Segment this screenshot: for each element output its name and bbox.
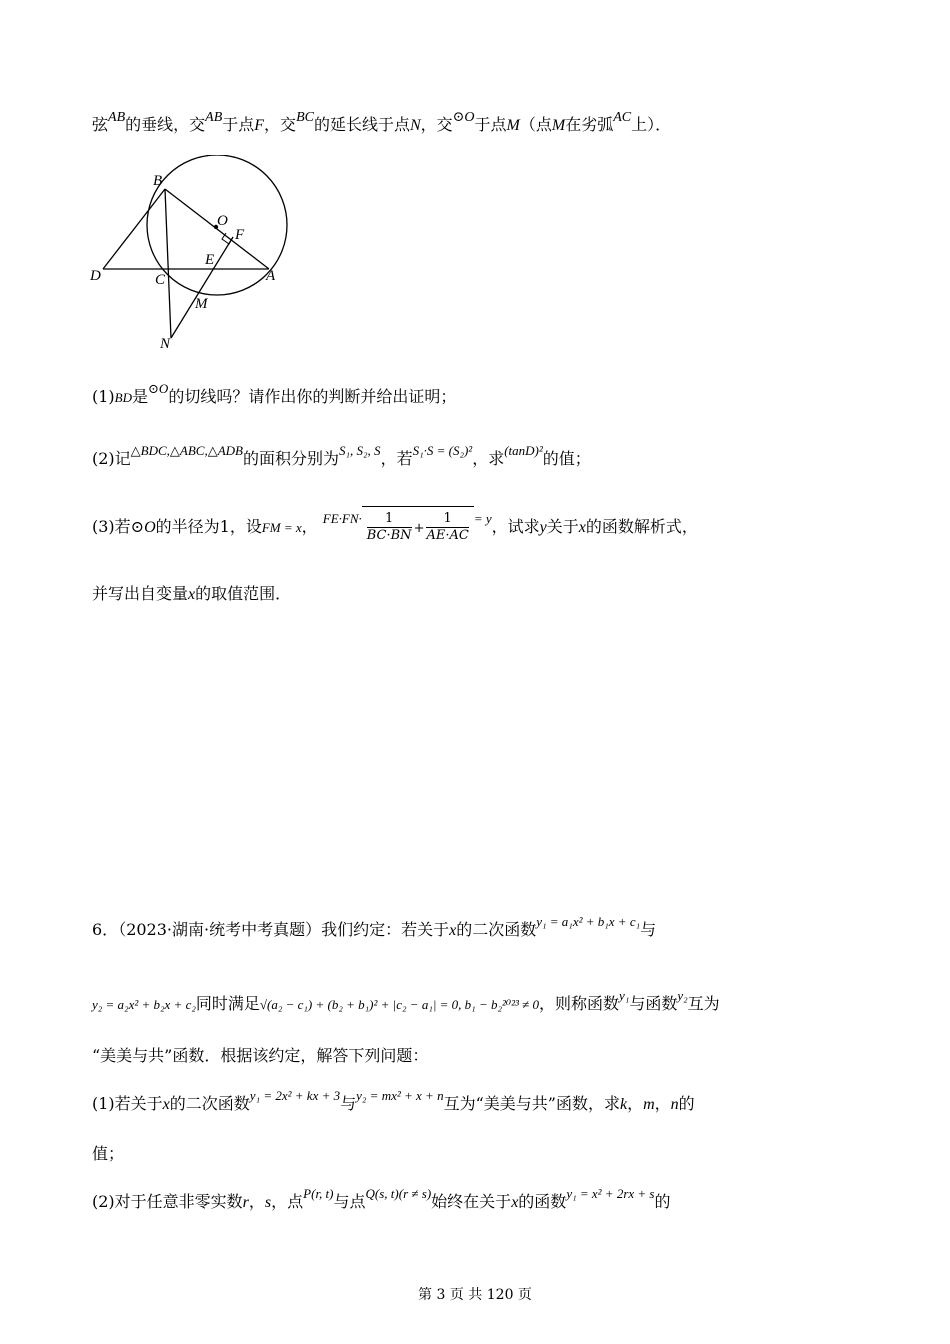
math: ⊙O xyxy=(148,381,169,396)
text: 的二次函数 xyxy=(169,1094,250,1113)
math: y₁ = 2x² + kx + 3 xyxy=(249,1088,341,1103)
segment-ba xyxy=(165,189,269,269)
text: 与 xyxy=(340,1094,357,1113)
math: r xyxy=(242,1194,249,1211)
text: 于点 xyxy=(222,115,255,134)
text: 的 xyxy=(678,1094,695,1113)
text: 的面积分别为 xyxy=(243,449,340,468)
math: m xyxy=(643,1096,655,1113)
text: 弦 xyxy=(92,115,109,134)
math: M xyxy=(506,117,520,134)
text: 与 xyxy=(640,920,657,939)
text: 的半径为1，设 xyxy=(155,517,262,536)
math: x xyxy=(188,586,196,603)
label-m: M xyxy=(195,296,208,312)
q6-head xyxy=(92,914,657,943)
text: 与函数 xyxy=(629,994,678,1013)
text: 同时满足 xyxy=(195,994,260,1013)
q6-part1 xyxy=(92,1088,695,1117)
math: P(r, t) xyxy=(303,1186,334,1201)
math: y₂ xyxy=(677,988,688,1003)
math: √(a₂ − c₁) + (b₂ + b₁)² + |c₂ − a₁| = 0, b₁ − b₂²⁰²³ ≠ 0 xyxy=(259,997,540,1012)
fraction-2 xyxy=(426,511,468,544)
math: x xyxy=(162,1096,170,1113)
text: 是 xyxy=(132,387,149,406)
math: S₁·S = (S₂)² xyxy=(412,443,473,458)
text: “美美与共”函数．根据该约定，解答下列问题： xyxy=(92,1046,429,1065)
text: ，若 xyxy=(380,449,413,468)
math: M xyxy=(551,117,566,134)
text: ，则称函数 xyxy=(539,994,620,1013)
text: (3)若 xyxy=(92,517,131,536)
text: 的值； xyxy=(542,449,591,468)
math: N xyxy=(409,117,421,134)
text: 我们约定：若关于 xyxy=(321,920,450,939)
segment-bn xyxy=(165,189,171,338)
math: y xyxy=(539,519,547,536)
fraction-1 xyxy=(367,511,412,544)
page-footer: 第 3 页 共 120 页 xyxy=(418,1287,532,1303)
math: F xyxy=(254,117,265,134)
text: ，交 xyxy=(420,115,453,134)
math: ⊙O xyxy=(452,110,475,125)
text: 并写出自变量 xyxy=(92,584,189,603)
math: x xyxy=(578,519,586,536)
math: FM = x xyxy=(261,520,302,535)
label-o: O xyxy=(217,213,228,229)
math: y₁ = x² + 2rx + s xyxy=(566,1186,655,1201)
text: 关于 xyxy=(546,517,579,536)
text: 的延长线于点 xyxy=(313,115,410,134)
text: ， xyxy=(248,1192,265,1211)
math: ⊙O xyxy=(130,519,156,536)
math: Q(s, t)(r ≠ s) xyxy=(365,1186,432,1201)
text: (2)记 xyxy=(92,449,131,468)
label-n: N xyxy=(160,336,171,352)
text: 的 xyxy=(654,1192,671,1211)
text: ， xyxy=(301,517,318,536)
math: s xyxy=(264,1194,272,1211)
math: y₂ = a₂x² + b₂x + c₂ xyxy=(92,997,196,1012)
q5-part1 xyxy=(92,381,457,410)
text: ，求 xyxy=(472,449,505,468)
geometry-figure xyxy=(85,155,295,355)
math: AC xyxy=(613,110,632,125)
text: ， xyxy=(654,1094,671,1113)
label-e: E xyxy=(205,252,215,268)
math: = y xyxy=(473,511,492,526)
text: （点 xyxy=(519,115,552,134)
q6-part1-cont xyxy=(92,1142,124,1166)
text: 与点 xyxy=(333,1192,366,1211)
label-f: F xyxy=(235,227,245,243)
question-source: （2023·湖南·统考中考真题） xyxy=(118,920,322,939)
text: 上）． xyxy=(631,115,672,134)
q5-part3-cont xyxy=(92,582,291,607)
math: AB xyxy=(108,110,126,125)
plus: + xyxy=(413,521,425,536)
denominator: BC·BN xyxy=(366,528,412,543)
segment-fn xyxy=(171,237,233,338)
text: ，试求 xyxy=(491,517,540,536)
text: ，交 xyxy=(264,115,297,134)
label-a: A xyxy=(266,268,276,284)
text: 的垂线，交 xyxy=(125,115,206,134)
text: 的函数解析式， xyxy=(585,517,698,536)
text: (1)若关于 xyxy=(92,1094,163,1113)
label-c: C xyxy=(155,272,166,288)
q5-intro-line xyxy=(92,110,672,139)
text: 于点 xyxy=(474,115,507,134)
numerator: 1 xyxy=(426,511,468,528)
text: 始终在关于 xyxy=(431,1192,512,1211)
text: 在劣弧 xyxy=(565,115,614,134)
label-b: B xyxy=(153,173,163,189)
q6-definition xyxy=(92,1044,428,1068)
math: x xyxy=(449,922,457,939)
text: ，点 xyxy=(271,1192,304,1211)
q5-part3 xyxy=(92,506,698,549)
question-number: 6． xyxy=(92,920,119,939)
text: 的切线吗？请作出你的判断并给出证明； xyxy=(168,387,457,406)
math: FE·FN· xyxy=(322,511,362,526)
label-d: D xyxy=(90,268,101,284)
math: n xyxy=(670,1096,679,1113)
q5-part2 xyxy=(92,443,591,472)
math: k xyxy=(619,1096,628,1113)
math: BC xyxy=(296,110,314,125)
text: 的取值范围． xyxy=(195,584,292,603)
math: (tanD)² xyxy=(504,443,543,458)
text: (1) xyxy=(92,387,115,406)
text: 的函数 xyxy=(518,1192,567,1211)
text: ， xyxy=(627,1094,644,1113)
sqrt-expression xyxy=(362,506,474,549)
math: AB xyxy=(205,110,223,125)
text: (2)对于任意非零实数 xyxy=(92,1192,243,1211)
numerator: 1 xyxy=(367,511,412,528)
math: x xyxy=(511,1194,519,1211)
text: 的二次函数 xyxy=(456,920,537,939)
q6-part2 xyxy=(92,1186,671,1215)
math: y₂ = mx² + x + n xyxy=(356,1088,444,1103)
segment-bd xyxy=(103,189,165,269)
denominator: AE·AC xyxy=(426,528,469,543)
math: y₁ xyxy=(619,988,630,1003)
text: 值； xyxy=(92,1144,125,1163)
math: △BDC,△ABC,△ADB xyxy=(130,443,243,458)
math: y₁ = a₁x² + b₁x + c₁ xyxy=(536,914,641,929)
text: 互为 xyxy=(687,994,720,1013)
text: 互为“美美与共”函数，求 xyxy=(443,1094,620,1113)
math: S₁, S₂, S xyxy=(339,443,381,458)
q6-condition xyxy=(92,988,720,1017)
math: BD xyxy=(114,390,133,405)
